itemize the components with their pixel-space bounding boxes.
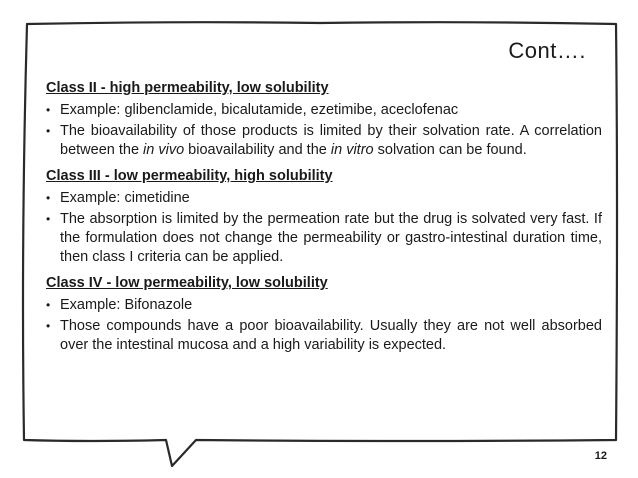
bullet-dot-icon: •: [46, 319, 51, 333]
bullet-item: [46, 296, 602, 315]
section-heading-class-iv: Class IV - low permeability, low solubility: [46, 275, 328, 291]
bullet-text: Those compounds have a poor bioavailability. Usually they are not well absorbed over the intestinal mucosa and a high variability is expected.: [60, 318, 602, 353]
section-heading-class-ii: Class II - high permeability, low solubility: [46, 80, 329, 96]
bullet-item: [46, 101, 602, 120]
slide-content: [46, 78, 602, 361]
bullet-item: [46, 317, 602, 355]
italic-term-vitro: vitro: [346, 142, 374, 158]
bullet-list-class-iv: [46, 296, 602, 355]
bullet-dot-icon: •: [46, 298, 51, 312]
bullet-dot-icon: •: [46, 212, 51, 226]
bullet-text: Example: cimetidine: [60, 190, 190, 206]
bullet-dot-icon: •: [46, 103, 51, 117]
bullet-item: [46, 210, 602, 267]
bullet-item: [46, 189, 602, 208]
bullet-list-class-ii: [46, 101, 602, 160]
bullet-dot-icon: •: [46, 191, 51, 205]
slide-title: Cont….: [508, 38, 586, 63]
page-number: 12: [594, 450, 607, 462]
bullet-text: Example: glibenclamide, bicalutamide, ezetimibe, aceclofenac: [60, 102, 459, 118]
bullet-text: Example: Bifonazole: [60, 297, 193, 313]
bullet-text-rich: The bioavailability of those products is limited by their solvation rate. A correlation between the in vivo bioavailability and the in vitro solvation can be found.: [60, 123, 602, 158]
italic-term-in-vivo: in vivo: [143, 142, 185, 158]
bullet-dot-icon: •: [46, 124, 51, 138]
italic-term-in: in: [330, 142, 343, 158]
bullet-list-class-iii: [46, 189, 602, 267]
bullet-text: The absorption is limited by the permeation rate but the drug is solvated very fast. If the formulation does not change the permeability or gastro-intestinal duration time, then class I criteria can be applied.: [60, 211, 602, 265]
section-heading-class-iii: Class III - low permeability, high solubility: [46, 168, 333, 184]
bullet-item: [46, 122, 602, 160]
